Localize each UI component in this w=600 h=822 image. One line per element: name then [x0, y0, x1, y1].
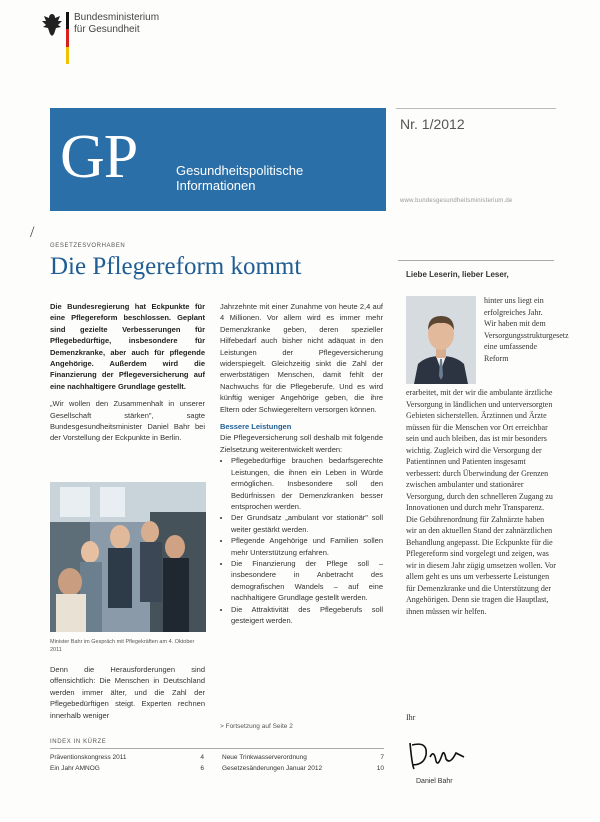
article-column-2	[220, 301, 383, 626]
index-item[interactable]: Neue Trinkwasserverordnung	[222, 754, 307, 761]
list-item: • Pflegebedürftige brauchen bedarfsgerechte Leistungen, die ihnen ein Leben in Würde ermöglichen. Insbesondere soll den Bedürfnissen der Demenzkranken besser entsprochen werden.	[231, 455, 383, 512]
ministry-line: für Gesundheit	[74, 24, 140, 35]
minister-portrait	[406, 296, 476, 384]
editorial-greeting: Liebe Leserin, lieber Leser,	[406, 270, 509, 279]
goals-list	[220, 455, 383, 626]
masthead-logo: GP	[60, 123, 138, 191]
website-url[interactable]: www.bundesgesundheitsministerium.de	[400, 198, 513, 204]
article-lead: Die Bundesregierung hat Eckpunkte für eine Pflegereform beschlossen. Geplant sind gezielte Verbesserungen für Pflegebedürftige, insbesondere für Demenzkranke, aber auch für pflegende Angehörige. Außerdem wird die Finanzierung der Pflegeversicherung auf eine nachhaltigere Grundlage gestellt.	[50, 302, 205, 391]
signer-name: Daniel Bahr	[416, 778, 453, 785]
index-item[interactable]: Gesetzesänderungen Januar 2012	[222, 765, 323, 772]
editorial-rule	[398, 260, 554, 261]
list-item: • Der Grundsatz „ambulant vor stationär" soll weiter gestärkt werden.	[231, 512, 383, 535]
list-item: • Die Attraktivität des Pflegeberufs soll gesteigert werden.	[231, 604, 383, 627]
masthead-subtitle	[176, 163, 303, 193]
editorial-text-side: hinter uns liegt ein erfolgreiches Jahr. Wir haben mit dem Versorgungsstrukturgesetz eine umfassende Reform	[484, 296, 569, 363]
list-item: • Pflegende Angehörige und Familien sollen mehr Unterstützung erfahren.	[231, 535, 383, 558]
masthead-rule	[396, 108, 556, 109]
article-paragraph: Die Pflegeversicherung soll deshalb mit folgende Zielsetzung weiterentwickelt werden:	[220, 433, 383, 454]
handwritten-mark: /	[30, 224, 35, 241]
section-heading: Bessere Leistungen	[220, 422, 292, 432]
ministry-name	[74, 12, 159, 36]
subtitle-line: Gesundheitspolitische	[176, 163, 304, 178]
continued-link[interactable]: > Fortsetzung auf Seite 2	[220, 723, 293, 730]
index-rule	[50, 748, 384, 749]
index-page: 6	[200, 765, 204, 772]
german-flag-stripe	[66, 12, 69, 64]
article-headline: Die Pflegereform kommt	[50, 253, 302, 280]
article-column-1	[50, 301, 205, 450]
subtitle-line: Informationen	[176, 178, 256, 193]
article-column-1-bottom	[50, 664, 205, 727]
ministry-line: Bundesministerium	[74, 12, 160, 23]
index-item[interactable]: Ein Jahr AMNOG	[50, 765, 100, 772]
index-page: 10	[376, 765, 384, 772]
list-item: • Die Finanzierung der Pflege soll – insbesondere in Anbetracht des demografischen Wandels – auf eine nachhaltigere Grundlage gestellt werden.	[231, 558, 383, 604]
article-paragraph: Jahrzehnte mit einer Zunahme von heute 2,4 auf 4 Millionen. Vor allem wird es immer mehr Demenzkranke geben, deren spezieller Hilfebedarf auch bisher nicht adäquat in den Leistungen der Pflegeversicherung widerspiegelt. Gleichzeitig sinkt die Zahl der erwerbstätigen Menschen, damit fehlt der Nachwuchs für die Pflegeberufe. Und es wird künftig weniger Angehörige geben, die ihre Eltern oder Schwiegereltern versorgen können.	[220, 302, 383, 414]
photo-caption: Minister Bahr im Gespräch mit Pflegekräften am 4. Oktober 2011	[50, 639, 195, 653]
index-page: 4	[200, 754, 204, 761]
index-page: 7	[380, 754, 384, 761]
editorial-closing: Ihr	[406, 713, 416, 722]
article-paragraph: „Wir wollen den Zusammenhalt in unserer Gesellschaft stärken", sagte Bundesgesundheitsminister Daniel Bahr bei der Vorstellung der Eckpunkte in Berlin.	[50, 399, 205, 443]
index-item[interactable]: Präventionskongress 2011	[50, 754, 127, 761]
signature-icon	[406, 735, 468, 775]
federal-eagle-icon	[40, 12, 64, 38]
issue-number: Nr. 1/2012	[400, 116, 465, 132]
editorial-text: erarbeitet, mit der wir die ambulante ärztliche Versorgung in ländlichen und unterversorgten Gebieten sicherstellen. Ärztinnen und Ärzte müssen für die Menschen vor Ort erreichbar sein und auch bleiben, das ist mir besonders wichtig. Zugleich wird die Versorgung der Patientinnen und Patienten insgesamt verbessert: durch Überwindung der Grenzen zwischen ambulanter und stationärer Versorgung, durch den schnelleren Zugang zu Innovationen und durch mehr Transparenz. Die Gebührenordnung für Zahnärzte haben wir an den aktuellen Stand der zahnärztlichen Behandlung angepasst. Die Eckpunkte für die Pflegereform sind vorgelegt und zeigen, was wir in diesem Jahr zügig umsetzen wollen. Vor allem geht es uns um verbesserte Leistungen für Demenzkranke und die Unterstützung der Angehörigen. Denn sie tragen die Hauptlast, ihnen müssen wir helfen.	[406, 388, 556, 616]
index-heading: INDEX IN KÜRZE	[50, 739, 107, 745]
article-photo	[50, 482, 206, 632]
article-paragraph: Denn die Herausforderungen sind offensichtlich: Die Menschen in Deutschland werden immer älter, und die Zahl der Pflegebedürftigen steigt. Experten rechnen innerhalb weniger	[50, 665, 205, 720]
article-kicker: GESETZESVORHABEN	[50, 243, 126, 249]
